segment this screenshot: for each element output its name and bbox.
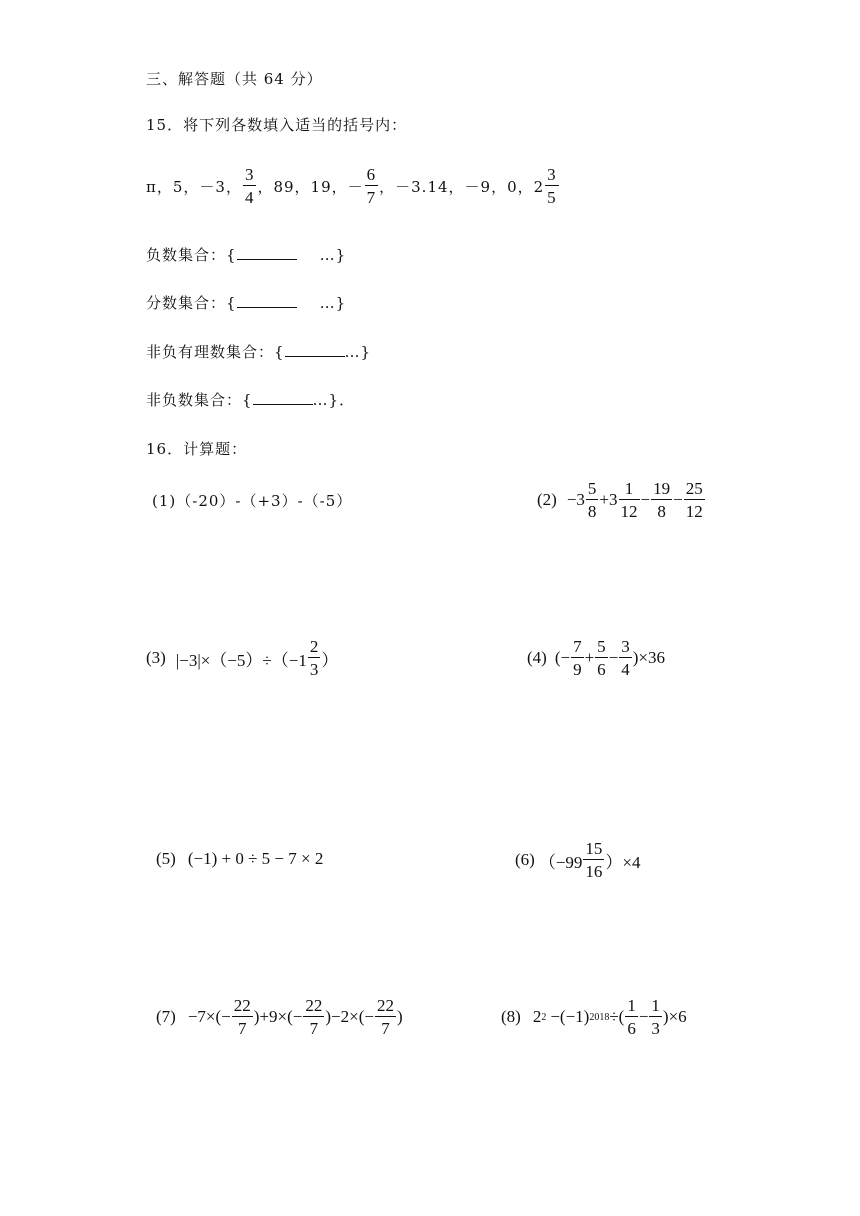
fraction-3-5: $\frac{3}{5}$: [547, 165, 557, 207]
problem-1: (1)（-20）-（+3）-（-5）: [152, 492, 353, 510]
q15-prompt: 15．将下列各数填入适当的括号内：: [146, 116, 408, 134]
negative-set-blank[interactable]: [237, 245, 297, 260]
nonneg-rational-set-line: 非负有理数集合：{ …}: [146, 343, 372, 361]
problem-7: (7) −7×(− $\frac{22}{7}$ )+9×(− $\frac{22}{7}$ )−2×(− $\frac{22}{7}$ ): [156, 996, 403, 1038]
fraction-3-4: $\frac{3}{4}$: [244, 165, 255, 207]
q16-prompt: 16．计算题：: [146, 440, 248, 458]
section-title: 三、解答题（共 64 分）: [146, 70, 323, 88]
list-text-2: ，89，19，－: [257, 177, 364, 196]
negative-set-line: 负数集合：{ …}: [146, 246, 347, 264]
q15-number-list: [146, 166, 560, 206]
fraction-6-7: $\frac{6}{7}$: [366, 165, 377, 207]
nonneg-set-blank[interactable]: [253, 390, 313, 405]
fraction-set-line: 分数集合：{ …}: [146, 294, 347, 312]
problem-5: (5) (−1) + 0 ÷ 5 − 7 × 2: [156, 849, 324, 868]
problem-8: (8) 2 2 −(−1) 2018 ÷( $\frac{1}{6}$ − $\frac{1}{3}$ )×6: [501, 996, 687, 1038]
problem-6: (6) （−99 $\frac{15}{16}$ ）×4: [515, 839, 641, 881]
problem-3: (3) |−3|×（−5）÷（−1 $\frac{2}{3}$ ）: [146, 637, 339, 679]
fraction-set-blank[interactable]: [237, 293, 297, 308]
list-text-1: π，5，－3，: [146, 177, 242, 196]
nonneg-rational-set-blank[interactable]: [285, 342, 345, 357]
nonneg-set-line: 非负数集合：{ …}．: [146, 391, 356, 409]
list-text-3: ，－3.14，－9，0，2: [379, 177, 545, 196]
problem-4: (4) (− $\frac{7}{9}$ + $\frac{5}{6}$ − $\frac{3}{4}$ )×36: [527, 637, 666, 679]
problem-2: (2) −3 $\frac{5}{8}$ +3 $\frac{1}{12}$ − $\frac{19}{8}$ − $\frac{25}{12}$: [537, 479, 703, 521]
